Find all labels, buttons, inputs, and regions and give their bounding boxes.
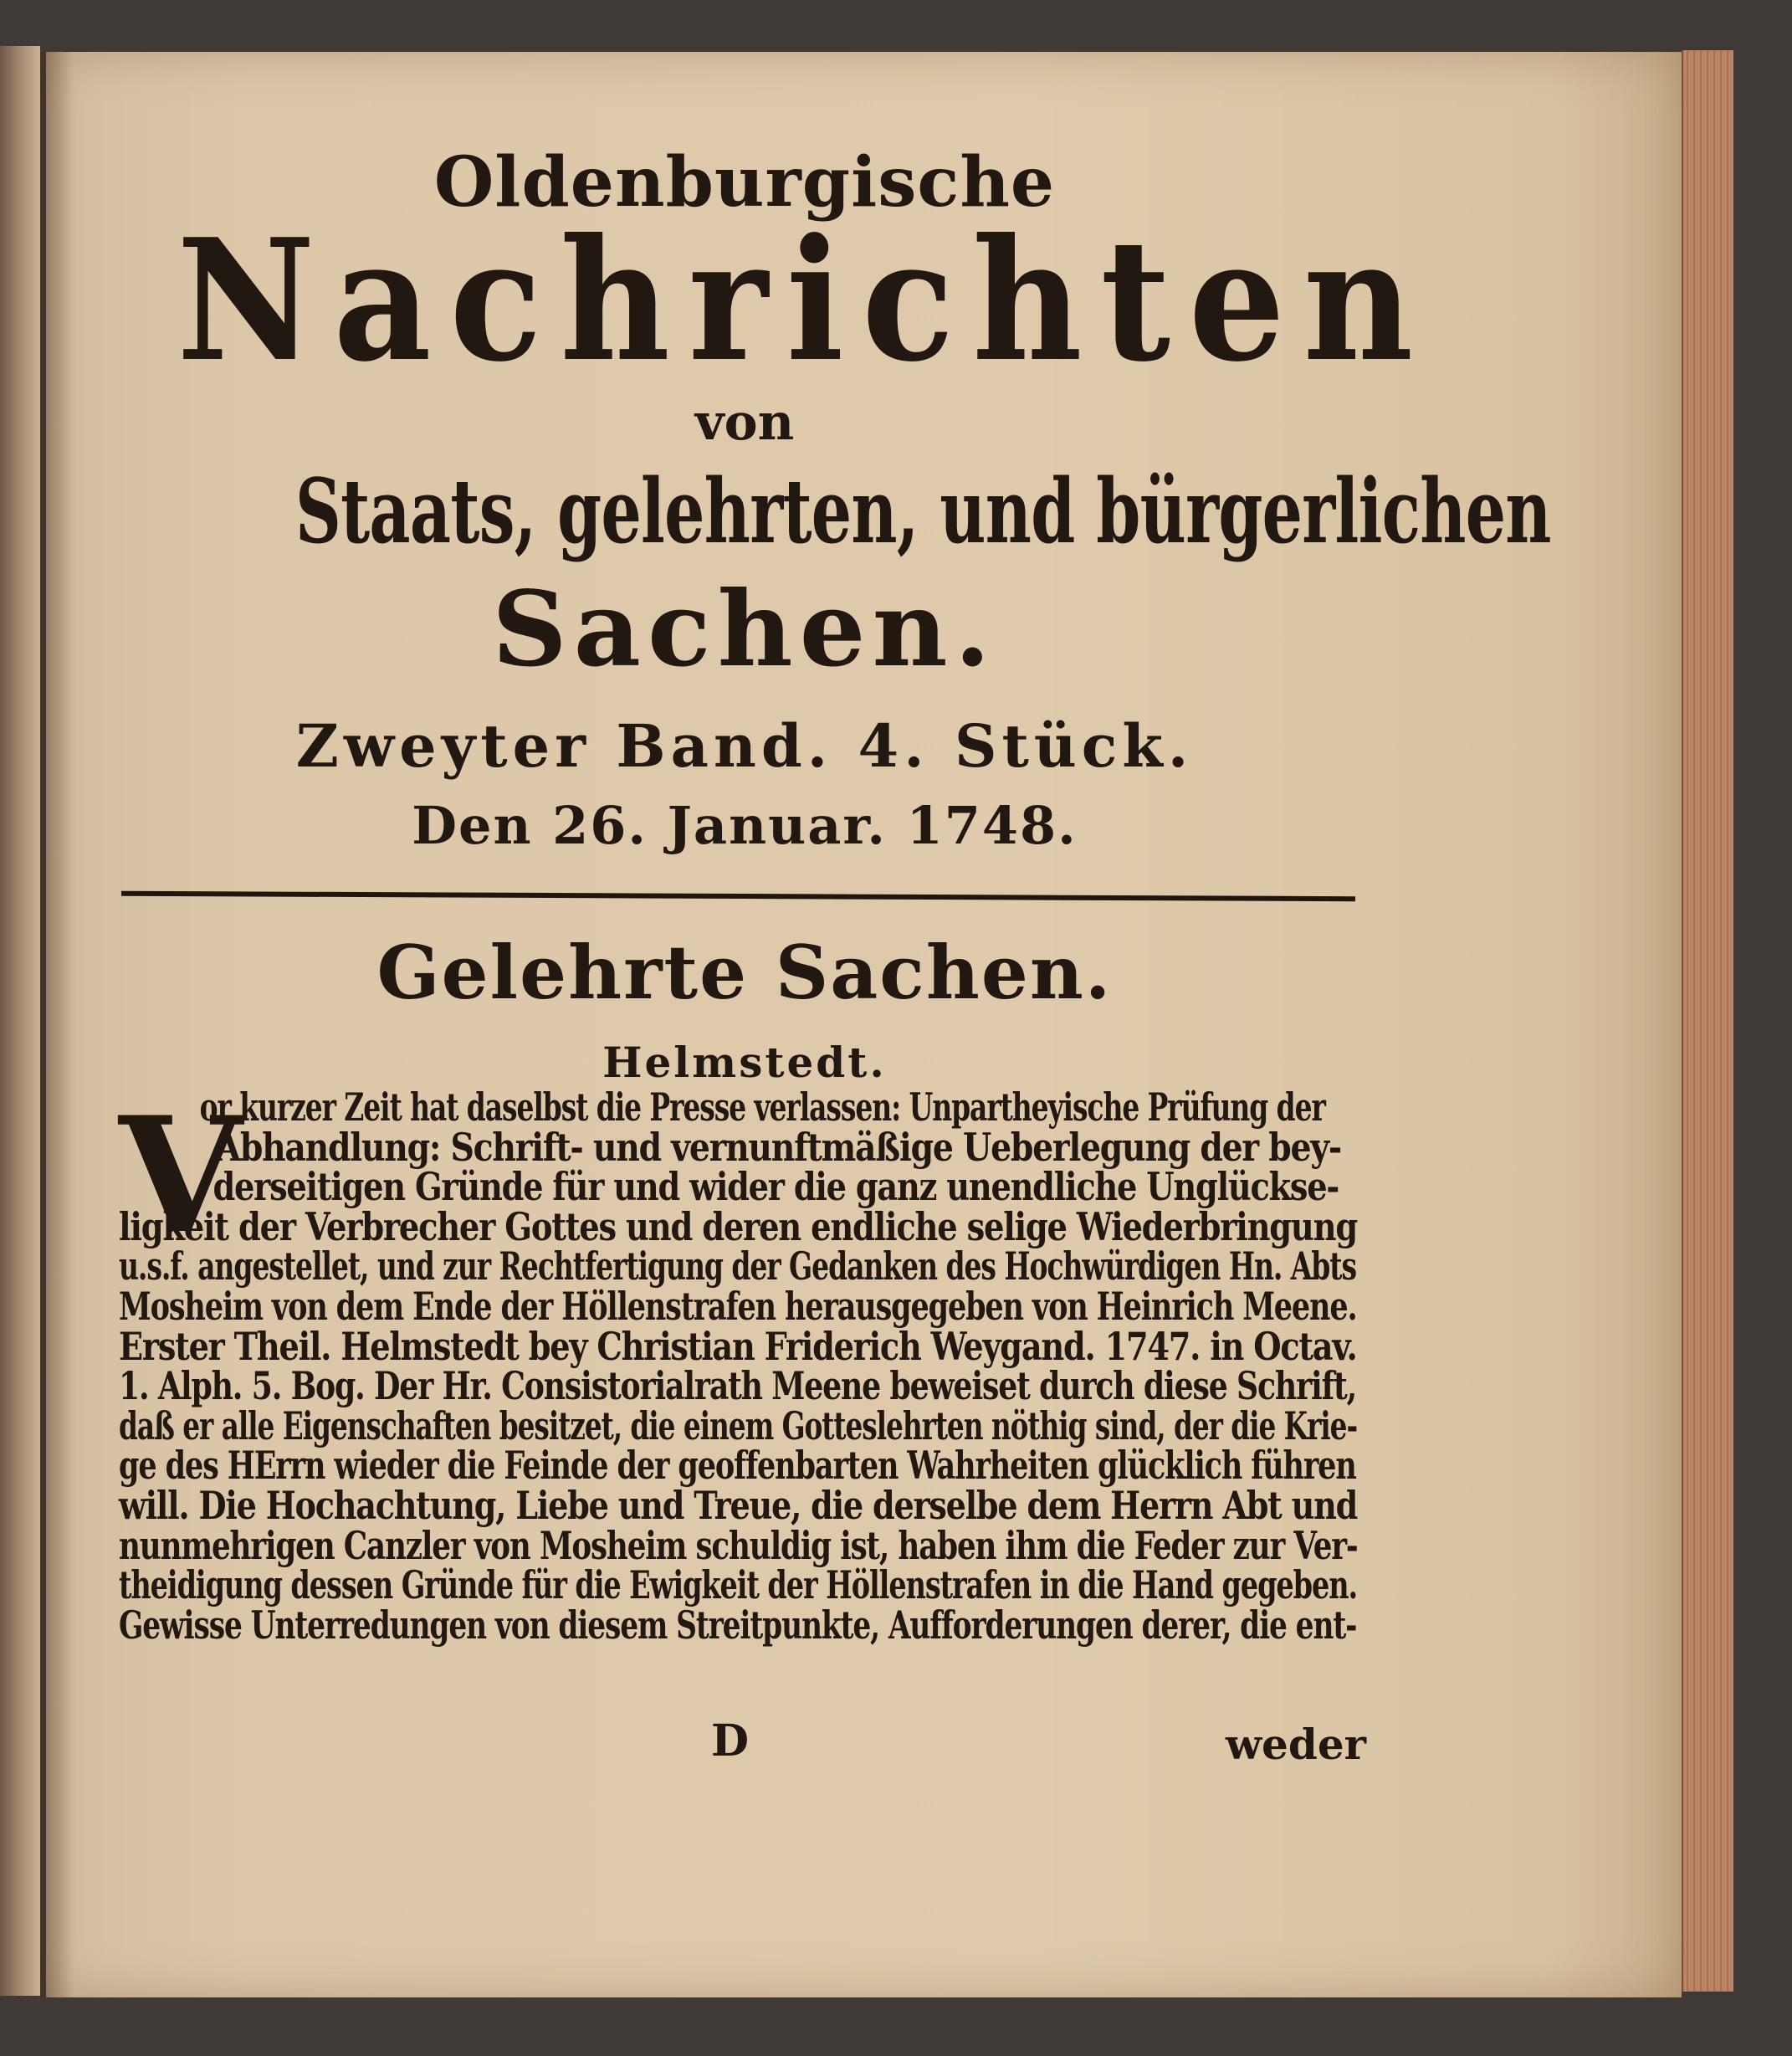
- masthead-line-1: Oldenburgische: [433, 142, 1056, 223]
- article-line: will. Die Hochachtung, Liebe und Treue, die derselbe dem Herrn Abt und: [119, 1482, 1358, 1528]
- volume-issue: Zweyter Band. 4. Stück.: [295, 711, 1194, 781]
- left-page-edge: [0, 46, 43, 1996]
- signature-mark: D: [711, 1715, 750, 1766]
- catchword: weder: [1226, 1720, 1366, 1769]
- fore-edge: [1682, 50, 1733, 1992]
- place-heading: Helmstedt.: [602, 1038, 887, 1087]
- article-line: theidigung dessen Gründe für die Ewigkeit der Höllenstrafen in die Hand gegeben.: [119, 1562, 1358, 1608]
- article-line: or kurzer Zeit hat daselbst die Presse verlassen: Unpartheyische Prüfung der: [199, 1084, 1325, 1130]
- issue-date: Den 26. Januar. 1748.: [412, 795, 1078, 856]
- drop-cap: V: [119, 1082, 243, 1269]
- section-title: Gelehrte Sachen.: [376, 929, 1113, 1016]
- article-line: nunmehrigen Canzler von Mosheim schuldig ist, haben ihm die Feder zur Ver-: [119, 1522, 1358, 1568]
- article-line: Gewisse Unterredungen von diesem Streitpunkte, Aufforderungen derer, die ent-: [119, 1602, 1357, 1648]
- gutter-shadow: [40, 52, 74, 1997]
- masthead-line-4: Staats, gelehrten, und bürgerlichen: [295, 459, 1551, 563]
- article-line: Abhandlung: Schrift- und vernunftmäßige Ueberlegung der bey-: [215, 1124, 1341, 1170]
- article-line: derseitigen Gründe für und wider die ganz unendliche Unglückse-: [212, 1164, 1339, 1210]
- masthead-title: Nachrichten: [177, 203, 1431, 399]
- article-line: daß er alle Eigenschaften besitzet, die einem Gotteslehrten nöthig sind, der die Krie-: [119, 1402, 1358, 1448]
- article-line: Mosheim von dem Ende der Höllenstrafen herausgegeben von Heinrich Meene.: [119, 1283, 1357, 1329]
- masthead-line-5: Sachen.: [492, 569, 997, 690]
- masthead-line-3: von: [694, 393, 795, 452]
- article-body: [119, 1082, 1358, 1648]
- article-line: ligkeit der Verbrecher Gottes und deren endliche selige Wiederbringung: [119, 1203, 1357, 1249]
- article-line: u.s.f. angestellet, und zur Rechtfertigung der Gedanken des Hochwürdigen Hn. Abts: [119, 1243, 1357, 1289]
- article-line: ge des HErrn wieder die Feinde der geoffenbarten Wahrheiten glücklich führen: [119, 1443, 1356, 1489]
- article-line: 1. Alph. 5. Bog. Der Hr. Consistorialrath Meene beweiset durch diese Schrift,: [119, 1363, 1357, 1409]
- article-line: Erster Theil. Helmstedt bey Christian Friderich Weygand. 1747. in Octav.: [119, 1323, 1357, 1369]
